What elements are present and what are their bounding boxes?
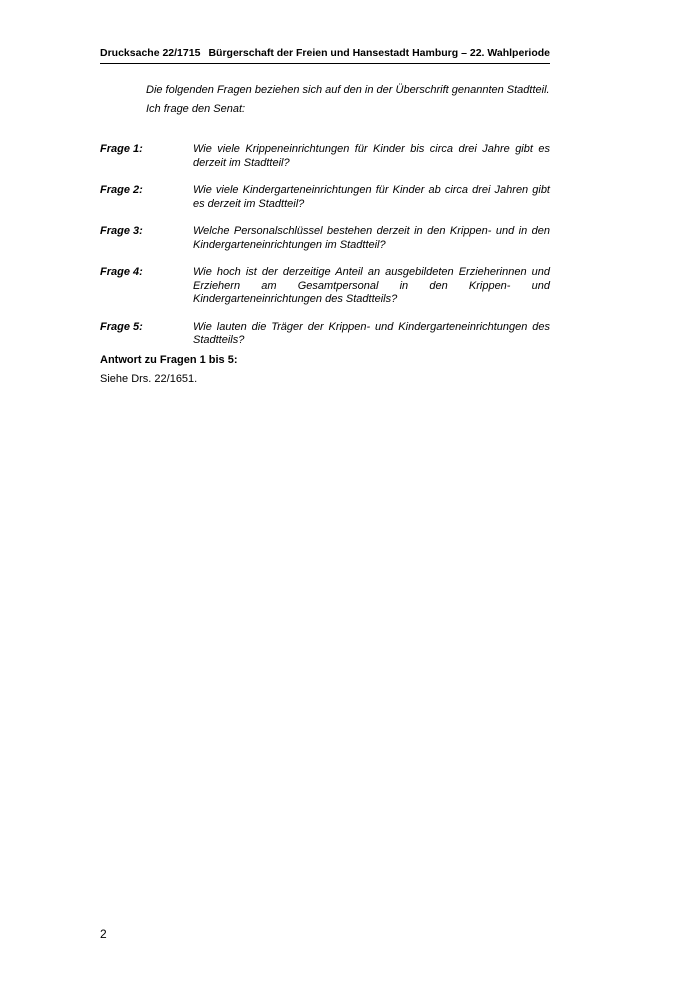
question-item <box>100 225 550 252</box>
question-item <box>100 184 550 211</box>
intro-section <box>146 84 550 116</box>
document-number: Drucksache 22/1715 <box>100 47 201 59</box>
question-text: Welche Personalschlüssel bestehen derzeit in den Krippen- und in den Kindergarteneinrichtungen im Stadtteil? <box>193 225 550 251</box>
question-label: Frage 5: <box>100 320 143 333</box>
page-header <box>100 47 550 64</box>
question-label: Frage 2: <box>100 184 143 196</box>
question-text: Wie lauten die Träger der Krippen- und Kindergarteneinrichtungen des Stadtteils? <box>193 320 550 346</box>
question-item <box>100 321 550 348</box>
question-label: Frage 1: <box>100 143 143 155</box>
question-text: Wie viele Kindergarteneinrichtungen für Kinder ab circa drei Jahren gibt es derzeit im Stadtteil? <box>193 184 550 210</box>
intro-question-lead: Ich frage den Senat: <box>146 102 246 115</box>
answer-section <box>100 354 550 386</box>
intro-paragraph: Die folgenden Fragen beziehen sich auf den in der Überschrift genannten Stadtteil. <box>146 84 550 96</box>
answer-body: Siehe Drs. 22/1651. <box>100 372 198 385</box>
question-text: Wie viele Krippeneinrichtungen für Kinder bis circa drei Jahre gibt es derzeit im Stadtteil? <box>193 143 550 169</box>
page-number: 2 <box>100 927 107 941</box>
parliament-title: Bürgerschaft der Freien und Hansestadt Hamburg – 22. Wahlperiode <box>208 47 550 59</box>
answer-title: Antwort zu Fragen 1 bis 5: <box>100 354 238 366</box>
question-list <box>100 143 550 362</box>
question-text: Wie hoch ist der derzeitige Anteil an ausgebildeten Erzieherinnen und Erziehern am Gesamtpersonal in den Krippen- und Kindergarteneinrichtungen des Stadtteils? <box>193 266 550 305</box>
question-label: Frage 3: <box>100 225 143 237</box>
question-item <box>100 143 550 170</box>
question-item <box>100 266 550 307</box>
question-label: Frage 4: <box>100 266 143 278</box>
